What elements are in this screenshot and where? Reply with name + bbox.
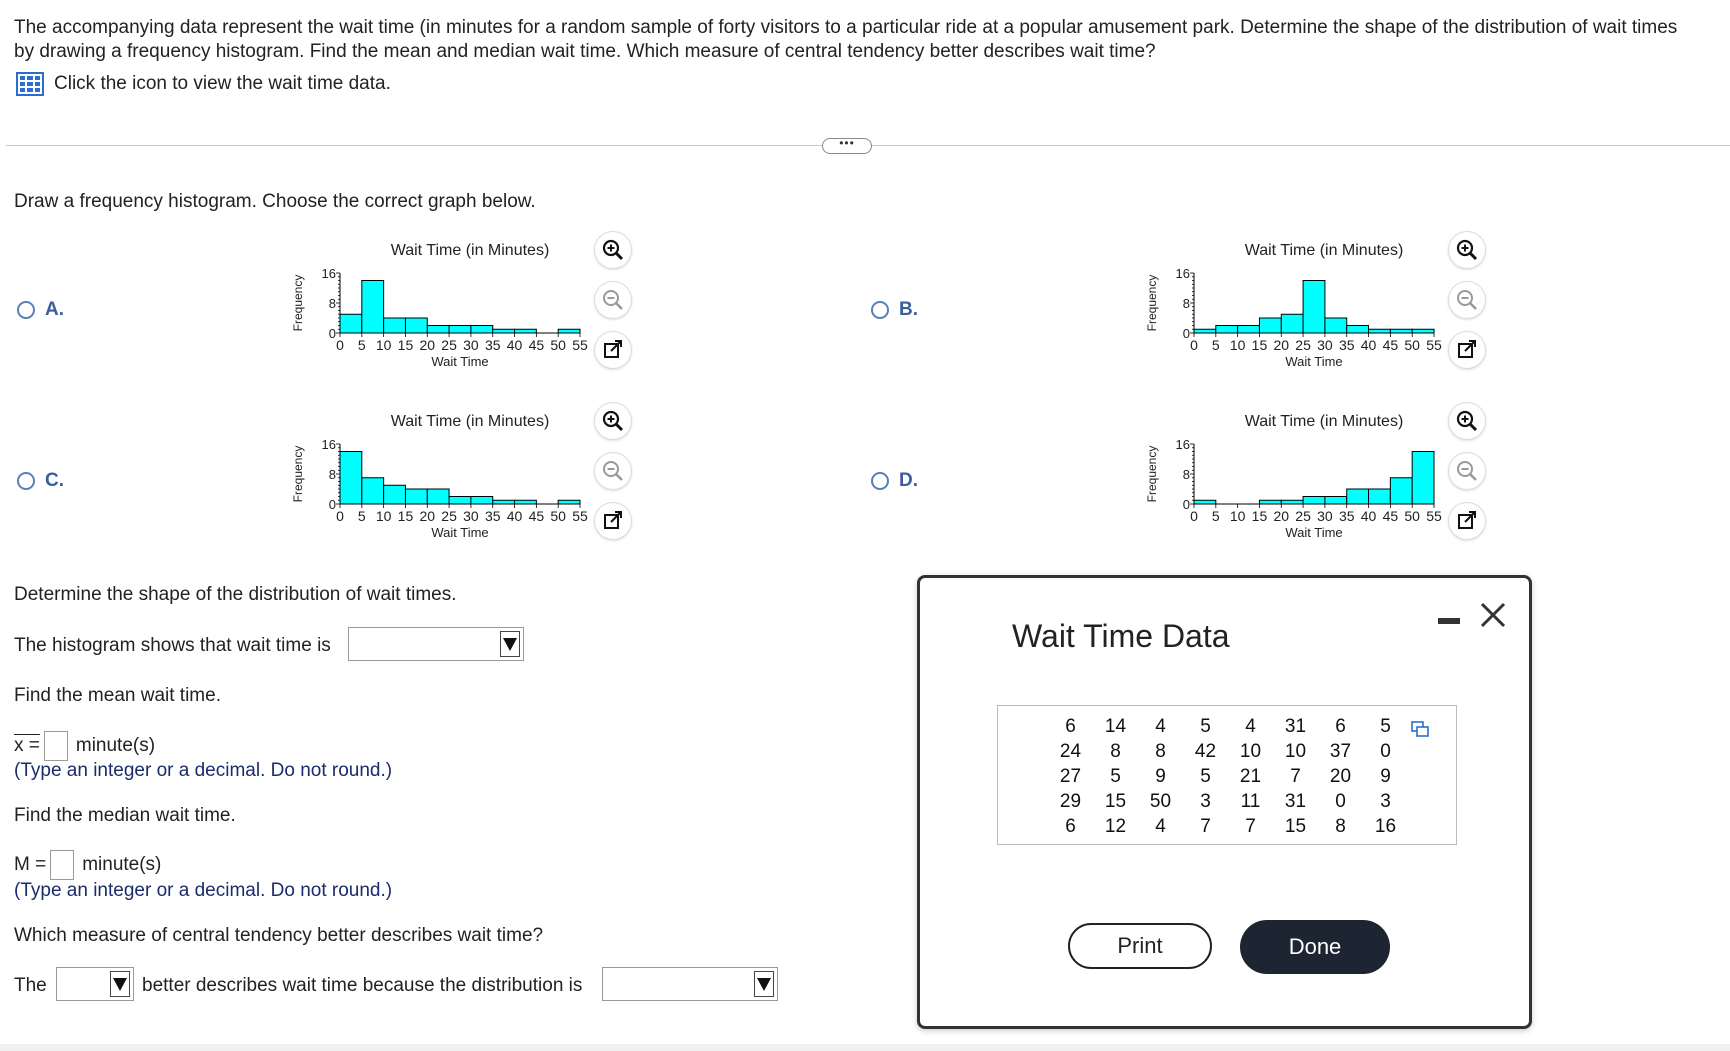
y-axis-label: Frequency [291,274,305,332]
y-tick-label: 16 [321,437,336,452]
data-cell: 14 [1104,715,1127,737]
dialog-title: Wait Time Data [1012,618,1230,654]
x-axis-label: Wait Time [431,354,489,369]
data-cell: 5 [1200,765,1211,787]
y-tick-label: 8 [1182,296,1190,311]
data-cell: 8 [1155,740,1166,762]
zoom-in-icon [1455,238,1479,262]
part1-prompt: Draw a frequency histogram. Choose the correct graph below. [14,191,536,212]
y-axis-label: Frequency [1145,445,1159,503]
histogram-bar [515,329,537,333]
data-cell: 9 [1380,765,1391,787]
x-tick-label: 30 [1317,337,1333,353]
zoom-out-icon [1455,288,1479,312]
x-tick-label: 55 [572,508,588,524]
data-cell: 8 [1110,740,1121,762]
histogram-bar [493,329,515,333]
data-cell: 7 [1290,765,1301,787]
data-cell: 7 [1245,815,1256,837]
copy-icon[interactable] [1411,720,1429,738]
mean-unit: minute(s) [75,735,156,756]
median-hint: (Type an integer or a decimal. Do not round.) [14,880,393,901]
data-cell: 10 [1284,740,1307,762]
question-text [14,16,1714,64]
minimize-icon[interactable] [1438,618,1460,624]
data-cell: 31 [1284,790,1307,812]
x-tick-label: 45 [528,337,545,353]
option-a-label[interactable]: A. [45,299,64,320]
histogram-bar [1390,329,1412,333]
zoom-in-button[interactable] [595,232,631,268]
y-tick-label: 8 [328,467,336,482]
data-cell: 6 [1065,815,1076,837]
x-tick-label: 45 [1382,337,1399,353]
x-tick-label: 20 [1273,337,1290,353]
part5-pre: The [14,975,47,996]
option-c-label[interactable]: C. [45,470,64,491]
measure-dropdown[interactable] [56,967,134,1001]
data-cell: 3 [1380,790,1391,812]
data-cell: 8 [1335,815,1346,837]
option-b-radio[interactable] [871,301,889,319]
histogram-bar [340,314,362,333]
option-d-radio[interactable] [871,472,889,490]
x-tick-label: 20 [1273,508,1290,524]
data-table-container [997,705,1457,845]
popout-button[interactable] [1449,332,1485,368]
mean-input[interactable] [44,731,68,761]
shape-dropdown[interactable] [348,627,524,661]
shape-sentence: The histogram shows that wait time is [14,635,331,656]
x-tick-label: 45 [528,508,545,524]
y-tick-label: 0 [1182,326,1190,341]
data-row [1048,739,1408,764]
x-tick-label: 30 [463,508,479,524]
x-tick-label: 0 [1190,508,1198,524]
chart-title: Wait Time (in Minutes) [390,242,550,259]
median-input[interactable] [50,850,74,880]
data-cell: 0 [1335,790,1346,812]
option-a-radio[interactable] [17,301,35,319]
zoom-out-icon [601,288,625,312]
option-c-radio[interactable] [17,472,35,490]
histogram-bar [1347,489,1369,504]
histogram-bar [515,500,537,504]
y-tick-label: 0 [328,326,336,341]
x-tick-label: 0 [336,508,344,524]
zoom-out-button[interactable] [1449,453,1485,489]
histogram-bar [427,489,449,504]
data-cell: 31 [1284,715,1307,737]
histogram-bar [1303,281,1325,334]
y-axis-label: Frequency [1145,274,1159,332]
data-cell: 11 [1240,790,1261,812]
histogram-b [1139,238,1499,378]
table-icon[interactable] [16,72,44,96]
x-tick-label: 0 [1190,337,1198,353]
histogram-bar [558,329,580,333]
mean-lhs: x = [14,735,40,756]
question-line-2: by drawing a frequency histogram. Find the mean and median wait time. Which measure of central tendency better describes wait time? [14,41,1156,62]
y-tick-label: 16 [1175,437,1190,452]
histogram-bar [384,318,406,333]
y-tick-label: 0 [1182,497,1190,512]
option-d-label[interactable]: D. [899,470,918,491]
data-cell: 0 [1380,740,1391,762]
x-tick-label: 50 [1404,337,1420,353]
histogram-c [285,409,645,549]
median-row [14,850,161,880]
x-tick-label: 55 [1426,508,1442,524]
histogram-svg [285,409,645,549]
x-tick-label: 40 [1360,508,1377,524]
histogram-bar [1369,489,1391,504]
data-cell: 29 [1059,790,1082,812]
y-tick-label: 8 [1182,467,1190,482]
mean-row [14,731,155,761]
x-tick-label: 20 [419,337,436,353]
histogram-bar [449,326,471,334]
popout-button[interactable] [1449,503,1485,539]
zoom-in-button[interactable] [1449,403,1485,439]
chevron-down-icon[interactable] [110,971,130,997]
data-cell: 4 [1155,815,1166,837]
x-tick-label: 25 [441,337,457,353]
histogram-bar [449,497,471,505]
histogram-bar [1259,500,1281,504]
histogram-bar [558,500,580,504]
x-axis-label: Wait Time [1285,525,1343,540]
histogram-bar [471,497,493,505]
x-axis-label: Wait Time [1285,354,1343,369]
data-cell: 16 [1374,815,1397,837]
data-cell: 50 [1149,790,1172,812]
histogram-a [285,238,645,378]
done-button[interactable]: Done [1240,920,1390,974]
histogram-bar [471,326,493,334]
x-tick-label: 30 [463,337,479,353]
x-tick-label: 0 [336,337,344,353]
zoom-in-button[interactable] [595,403,631,439]
chart-title: Wait Time (in Minutes) [1244,413,1404,430]
histogram-bar [1325,318,1347,333]
histogram-bar [1303,497,1325,505]
x-tick-label: 50 [550,508,566,524]
histogram-svg [1139,409,1499,549]
data-cell: 21 [1239,765,1262,787]
x-tick-label: 40 [1360,337,1377,353]
data-cell: 15 [1284,815,1307,837]
histogram-bar [1412,452,1434,505]
histogram-bar [1194,500,1216,504]
data-cell: 10 [1239,740,1262,762]
chevron-down-icon[interactable] [754,971,774,997]
zoom-in-icon [601,409,625,433]
histogram-bar [1390,478,1412,504]
expand-more-button[interactable]: ••• [822,138,872,154]
x-tick-label: 35 [484,337,501,353]
zoom-out-button[interactable] [595,282,631,318]
x-tick-label: 10 [1229,508,1246,524]
x-tick-label: 15 [1251,508,1268,524]
part3-prompt: Find the mean wait time. [14,685,221,706]
histogram-bar [362,281,384,334]
data-row [1048,714,1408,739]
data-cell: 3 [1200,790,1211,812]
data-row [1048,764,1408,789]
part5-prompt: Which measure of central tendency better describes wait time? [14,925,544,946]
data-cell: 42 [1194,740,1217,762]
histogram-bar [493,500,515,504]
data-cell: 4 [1155,715,1166,737]
wait-time-data-dialog [917,575,1532,1029]
data-cell: 6 [1065,715,1076,737]
part2-prompt: Determine the shape of the distribution of wait times. [14,584,457,605]
x-tick-label: 10 [375,337,392,353]
x-tick-label: 30 [1317,508,1333,524]
x-tick-label: 20 [419,508,436,524]
bottom-bar [0,1044,1730,1051]
x-tick-label: 35 [1338,337,1355,353]
median-lhs: M = [14,854,47,875]
part4-prompt: Find the median wait time. [14,805,236,826]
mean-hint: (Type an integer or a decimal. Do not round.) [14,760,393,781]
data-cell: 15 [1104,790,1127,812]
x-tick-label: 15 [1251,337,1268,353]
zoom-out-icon [601,459,625,483]
data-cell: 7 [1200,815,1211,837]
popout-icon [1456,339,1478,361]
data-link[interactable] [16,72,391,96]
x-tick-label: 25 [441,508,457,524]
x-tick-label: 5 [1211,337,1220,353]
data-cell: 27 [1059,765,1082,787]
data-cell: 5 [1200,715,1211,737]
data-cell: 4 [1245,715,1256,737]
chevron-down-icon[interactable] [500,631,520,657]
x-tick-label: 35 [1338,508,1355,524]
y-tick-label: 16 [321,266,336,281]
data-row [1048,814,1408,839]
histogram-bar [1347,326,1369,334]
histogram-bar [362,478,384,504]
histogram-bar [340,452,362,505]
histogram-bar [405,318,427,333]
histogram-bar [1325,497,1347,505]
zoom-out-button[interactable] [1449,282,1485,318]
x-tick-label: 55 [1426,337,1442,353]
data-cell: 5 [1380,715,1391,737]
x-tick-label: 40 [506,508,523,524]
x-tick-label: 25 [1295,337,1311,353]
x-tick-label: 55 [572,337,588,353]
data-cell: 37 [1329,740,1352,762]
popout-button[interactable] [595,332,631,368]
x-tick-label: 10 [375,508,392,524]
histogram-bar [1281,314,1303,333]
data-cell: 6 [1335,715,1346,737]
popout-icon [602,510,624,532]
data-row [1048,789,1408,814]
part5-mid: better describes wait time because the distribution is [142,975,583,996]
histogram-svg [285,238,645,378]
y-tick-label: 8 [328,296,336,311]
histogram-bar [1259,318,1281,333]
x-tick-label: 5 [1211,508,1220,524]
data-cell: 20 [1329,765,1352,787]
histogram-svg [1139,238,1499,378]
close-icon[interactable] [1478,600,1508,630]
histogram-bar [1238,326,1260,334]
histogram-bar [384,485,406,504]
data-cell: 24 [1059,740,1082,762]
data-cell: 12 [1104,815,1127,837]
x-tick-label: 5 [357,337,366,353]
data-table [1048,714,1408,839]
x-tick-label: 15 [397,508,414,524]
histogram-bar [1369,329,1391,333]
y-tick-label: 0 [328,497,336,512]
median-unit: minute(s) [82,854,162,875]
x-tick-label: 15 [397,337,414,353]
data-link-text[interactable]: Click the icon to view the wait time data. [54,73,391,94]
y-tick-label: 16 [1175,266,1190,281]
histogram-bar [1281,500,1303,504]
reason-dropdown[interactable] [602,967,778,1001]
popout-icon [1456,510,1478,532]
question-line-1: The accompanying data represent the wait time (in minutes for a random sample of forty visitors to a particular ride at a popular amusement park. Determine the shape of the distribution of wait times [14,17,1678,38]
y-axis-label: Frequency [291,445,305,503]
x-tick-label: 5 [357,508,366,524]
x-tick-label: 25 [1295,508,1311,524]
histogram-bar [1194,329,1216,333]
x-tick-label: 50 [550,337,566,353]
popout-button[interactable] [595,503,631,539]
chart-title: Wait Time (in Minutes) [390,413,550,430]
histogram-bar [1412,329,1434,333]
data-cell: 5 [1110,765,1121,787]
histogram-d [1139,409,1499,549]
popout-icon [602,339,624,361]
data-cell: 9 [1155,765,1166,787]
option-b-label[interactable]: B. [899,299,918,320]
zoom-in-button[interactable] [1449,232,1485,268]
x-tick-label: 40 [506,337,523,353]
print-button[interactable]: Print [1068,923,1212,969]
histogram-bar [1216,326,1238,334]
x-axis-label: Wait Time [431,525,489,540]
zoom-in-icon [601,238,625,262]
zoom-in-icon [1455,409,1479,433]
histogram-bar [427,326,449,334]
x-tick-label: 10 [1229,337,1246,353]
zoom-out-button[interactable] [595,453,631,489]
x-tick-label: 45 [1382,508,1399,524]
histogram-bar [405,489,427,504]
zoom-out-icon [1455,459,1479,483]
x-tick-label: 50 [1404,508,1420,524]
chart-title: Wait Time (in Minutes) [1244,242,1404,259]
x-tick-label: 35 [484,508,501,524]
